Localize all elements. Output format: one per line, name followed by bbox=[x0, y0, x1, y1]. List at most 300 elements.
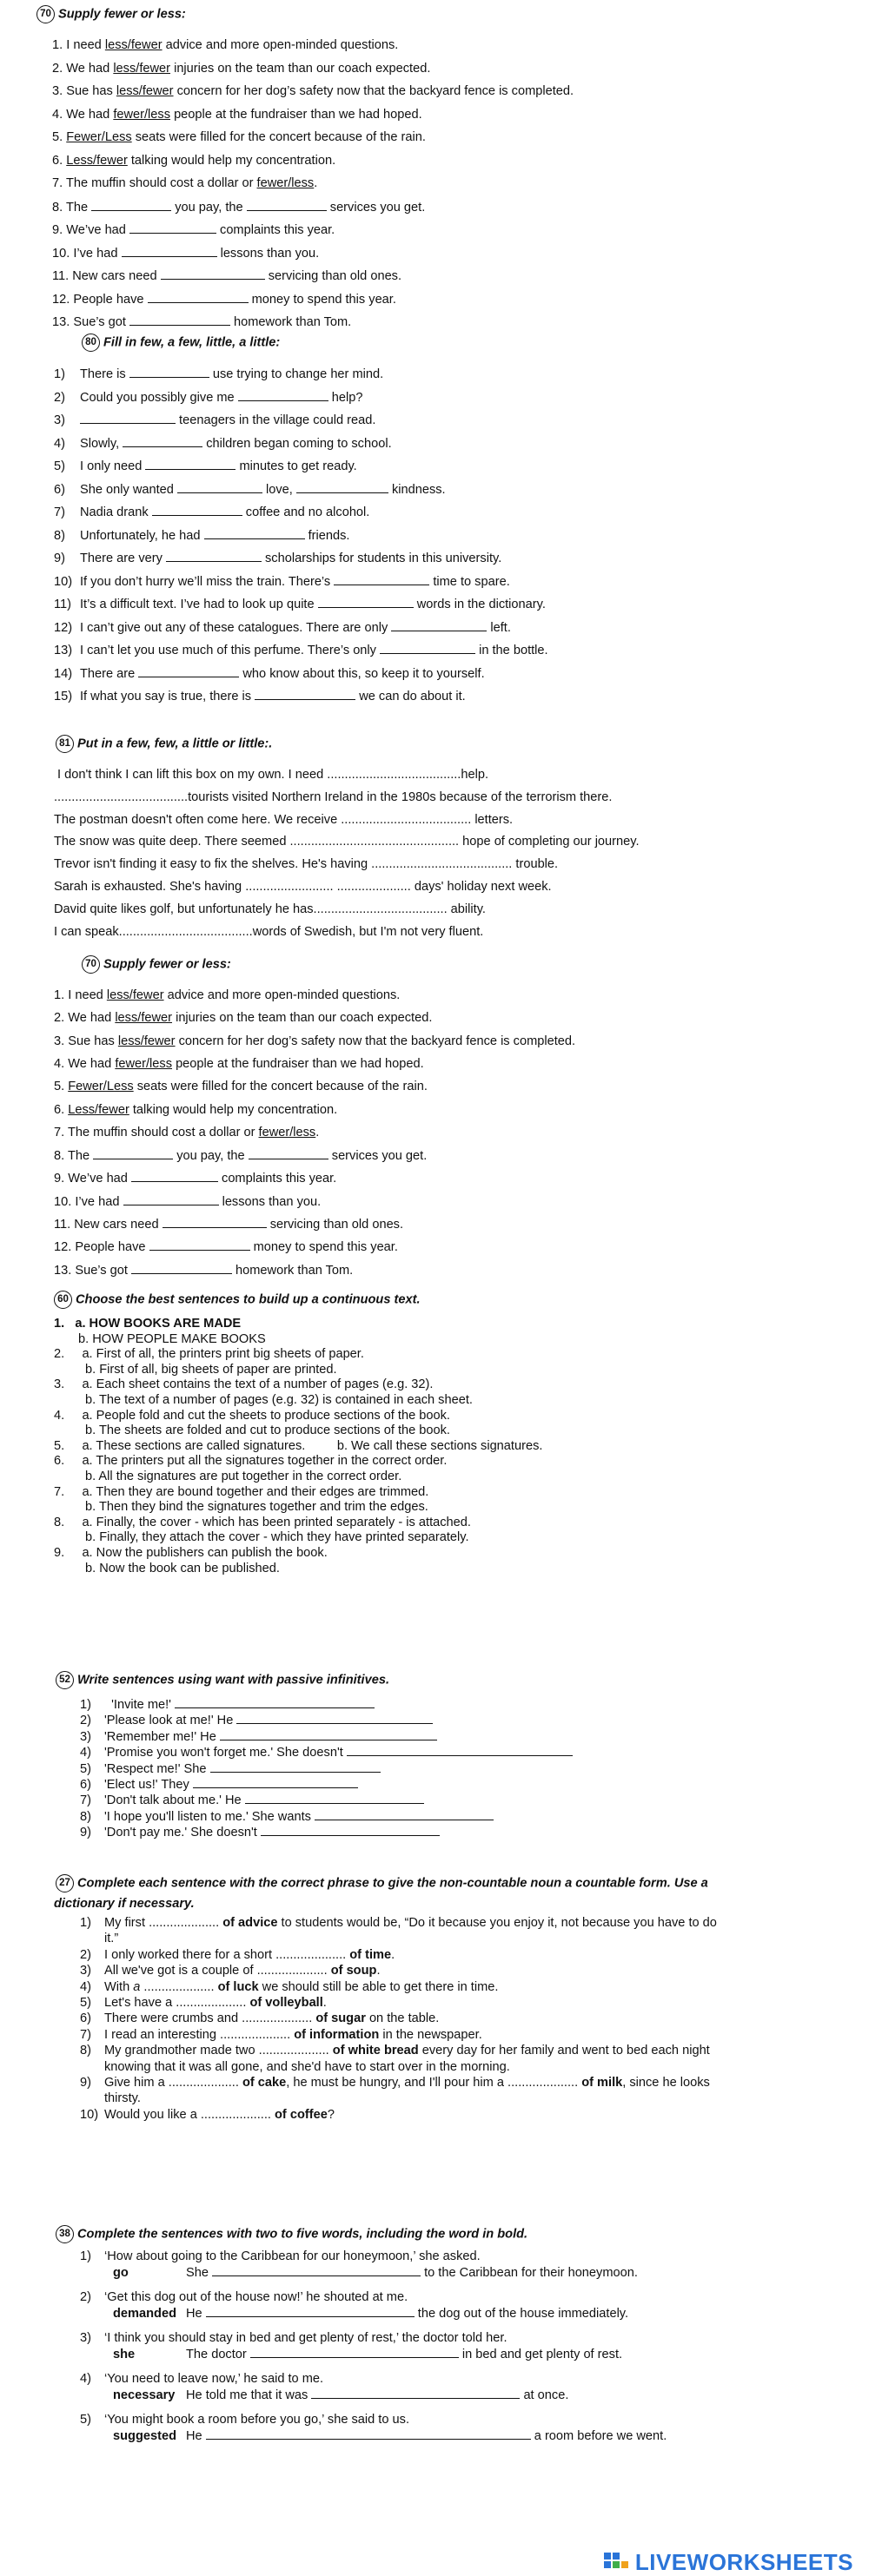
text-fragment: . bbox=[315, 1125, 320, 1139]
exercise-line bbox=[52, 108, 422, 122]
exercise-line bbox=[54, 367, 383, 382]
section-heading bbox=[54, 1291, 421, 1309]
text-fragment: 'Please look at me!' He bbox=[104, 1714, 237, 1728]
text-fragment: teenagers in the village could read. bbox=[176, 413, 376, 427]
exercise-line bbox=[54, 1239, 398, 1255]
text-fragment: Nadia drank bbox=[80, 505, 152, 519]
question-text: ‘Get this dog out of the house now!’ he shouted at me. bbox=[104, 2289, 408, 2304]
choice-option: fewer/less bbox=[256, 176, 315, 190]
section-heading bbox=[56, 1874, 708, 1892]
text-fragment: in the newspaper. bbox=[379, 2027, 482, 2042]
exercise-line: I can speak......................................words of Swedish, but I'm not very fluent. bbox=[54, 924, 484, 939]
answer-blank[interactable] bbox=[250, 2347, 459, 2358]
text-fragment: , he must be hungry, and I'll pour him a .................... bbox=[286, 2076, 582, 2090]
exercise-number-badge: 38 bbox=[56, 2225, 74, 2243]
text-fragment: 12. People have bbox=[54, 1240, 149, 1255]
exercise-line bbox=[80, 2011, 439, 2026]
bold-phrase: of luck bbox=[217, 1979, 259, 1994]
exercise-number-badge: 27 bbox=[56, 1874, 74, 1892]
choice-option: fewer/less bbox=[258, 1125, 316, 1139]
option-line: b. All the signatures are put together in the correct order. bbox=[85, 1470, 402, 1483]
answer-blank[interactable] bbox=[123, 1194, 219, 1205]
exercise-line bbox=[80, 1793, 424, 1808]
text-fragment: money to spend this year. bbox=[249, 1240, 398, 1255]
section-heading bbox=[56, 735, 272, 753]
exercise-line bbox=[54, 1171, 336, 1186]
exercise-line bbox=[80, 1996, 327, 2011]
exercise-line bbox=[52, 222, 335, 238]
exercise-line bbox=[52, 154, 335, 168]
text-fragment: . bbox=[314, 176, 318, 190]
answer-blank[interactable] bbox=[255, 689, 355, 700]
answer-blank[interactable] bbox=[129, 314, 230, 326]
exercise-line bbox=[52, 314, 351, 330]
choice-option: less/fewer bbox=[117, 1034, 176, 1048]
choice-option: less/fewer bbox=[106, 988, 164, 1002]
exercise-line bbox=[80, 1729, 437, 1745]
item-number: 8) bbox=[80, 2044, 91, 2058]
choice-option: fewer/less bbox=[113, 107, 171, 122]
text-fragment: services you get. bbox=[326, 200, 426, 215]
exercise-line bbox=[80, 1916, 717, 1931]
exercise-line bbox=[80, 1777, 358, 1793]
item-number: 8) bbox=[80, 1809, 91, 1824]
section-heading bbox=[82, 334, 280, 352]
exercise-number-badge: 70 bbox=[82, 955, 100, 974]
item-number: 9) bbox=[80, 1826, 91, 1840]
item-number: 1) bbox=[80, 2249, 91, 2263]
text-fragment: Would you like a .................... bbox=[104, 2107, 275, 2122]
choice-option: Less/fewer bbox=[66, 153, 128, 168]
exercise-line bbox=[80, 2028, 482, 2043]
exercise-line bbox=[54, 505, 369, 520]
exercise-line bbox=[54, 413, 375, 428]
choice-option: Fewer/Less bbox=[66, 130, 132, 144]
answer-blank[interactable] bbox=[206, 2306, 415, 2317]
item-number: 2) bbox=[54, 390, 65, 405]
choice-option: Fewer/Less bbox=[68, 1080, 134, 1094]
text-fragment: we should still be able to get there in time. bbox=[258, 1979, 499, 1994]
section-title: Complete the sentences with two to five words, including the word in bold. bbox=[77, 2227, 528, 2242]
exercise-line bbox=[54, 528, 349, 544]
answer-blank[interactable] bbox=[131, 1263, 232, 1274]
text-fragment: a room before we went. bbox=[530, 2429, 667, 2444]
text-fragment: in bed and get plenty of rest. bbox=[458, 2348, 623, 2362]
answer-blank[interactable] bbox=[129, 367, 209, 378]
answer-blank[interactable] bbox=[138, 666, 239, 677]
text-fragment: . bbox=[322, 1996, 327, 2010]
text-fragment: time to spare. bbox=[429, 574, 510, 589]
exercise-line bbox=[52, 130, 426, 145]
text-fragment: injuries on the team than our coach expected. bbox=[170, 61, 431, 76]
item-number: 3) bbox=[80, 1964, 91, 1978]
question-line bbox=[80, 2413, 409, 2427]
section-heading bbox=[56, 1671, 389, 1689]
exercise-line bbox=[80, 2060, 510, 2075]
item-number: 10) bbox=[54, 574, 73, 589]
section-title: Supply fewer or less: bbox=[58, 7, 186, 22]
choice-option: less/fewer bbox=[104, 38, 163, 52]
text-fragment: He bbox=[186, 2307, 206, 2322]
question-line bbox=[80, 2290, 408, 2305]
exercise-number-badge: 70 bbox=[36, 5, 55, 23]
exercise-line bbox=[80, 1697, 375, 1713]
text-fragment: 9. We’ve had bbox=[54, 1172, 131, 1186]
item-number: 4) bbox=[80, 1746, 91, 1760]
text-fragment: 10. I’ve had bbox=[52, 246, 122, 261]
bold-phrase: of coffee bbox=[275, 2107, 328, 2122]
exercise-line bbox=[80, 2108, 335, 2123]
item-number: 6) bbox=[80, 2011, 91, 2026]
answer-blank[interactable] bbox=[148, 292, 249, 303]
item-number: 5) bbox=[54, 459, 65, 473]
text-fragment: I read an interesting .................... bbox=[104, 2027, 295, 2042]
item-number: 7) bbox=[54, 505, 65, 519]
question-text: ‘You need to leave now,’ he said to me. bbox=[104, 2371, 324, 2386]
exercise-line bbox=[52, 200, 425, 215]
option-line: b. Now the book can be published. bbox=[85, 1561, 280, 1575]
exercise-line: The postman doesn't often come here. We receive ..................................... letters. bbox=[54, 812, 514, 827]
answer-blank[interactable] bbox=[123, 436, 202, 447]
exercise-line bbox=[54, 689, 466, 704]
text-fragment: complaints this year. bbox=[217, 1172, 337, 1186]
answer-blank[interactable] bbox=[163, 1217, 267, 1228]
text-fragment: left. bbox=[487, 620, 511, 635]
bold-phrase: of cake bbox=[242, 2076, 287, 2090]
text-fragment: talking would help my concentration. bbox=[127, 153, 336, 168]
answer-blank[interactable] bbox=[245, 1793, 424, 1804]
answer-blank[interactable] bbox=[247, 200, 327, 211]
exercise-line bbox=[52, 246, 319, 261]
text-fragment: complaints this year. bbox=[216, 223, 335, 237]
answer-blank[interactable] bbox=[149, 1239, 250, 1251]
choice-option: Less/fewer bbox=[68, 1102, 129, 1117]
text-fragment: 2. We had bbox=[52, 61, 114, 76]
item-number: 4) bbox=[54, 436, 65, 451]
text-fragment: at once. bbox=[520, 2388, 569, 2403]
section-title: Complete each sentence with the correct phrase to give the non-countable noun a countable form. Use a bbox=[77, 1876, 708, 1891]
text-fragment: . bbox=[391, 1947, 395, 1962]
answer-blank[interactable] bbox=[315, 1809, 494, 1820]
exercise-line bbox=[52, 62, 430, 76]
item-number: 7) bbox=[80, 2027, 91, 2042]
text-fragment: 9. We’ve had bbox=[52, 223, 129, 237]
text-fragment: 6. bbox=[54, 1102, 69, 1117]
answer-blank[interactable] bbox=[261, 1825, 440, 1836]
question-text: ‘I think you should stay in bed and get plenty of rest,’ the doctor told her. bbox=[104, 2330, 507, 2345]
item-number: 7) bbox=[80, 1793, 91, 1808]
exercise-line bbox=[54, 1103, 337, 1118]
answer-line bbox=[113, 2428, 667, 2444]
text-fragment: Could you possibly give me bbox=[80, 390, 238, 405]
answer-blank[interactable] bbox=[175, 1697, 375, 1708]
text-fragment: 5. bbox=[54, 1080, 69, 1094]
text-fragment: 1. I need bbox=[52, 38, 105, 52]
text-fragment: you pay, the bbox=[171, 200, 247, 215]
answer-blank[interactable] bbox=[238, 390, 328, 401]
item-number: 4) bbox=[80, 2371, 91, 2386]
text-fragment: 7. The muffin should cost a dollar or bbox=[54, 1125, 259, 1139]
exercise-line bbox=[54, 1217, 403, 1232]
text-fragment: services you get. bbox=[328, 1149, 428, 1164]
option-line: 2. a. First of all, the printers print big sheets of paper. bbox=[54, 1347, 364, 1362]
exercise-line bbox=[54, 1263, 353, 1278]
bold-phrase: of soup bbox=[330, 1964, 377, 1978]
text-fragment: friends. bbox=[304, 528, 350, 543]
text-fragment: children began coming to school. bbox=[202, 436, 392, 451]
answer-blank[interactable] bbox=[193, 1777, 358, 1788]
answer-blank[interactable] bbox=[122, 246, 217, 257]
answer-blank[interactable] bbox=[311, 2388, 520, 2399]
section-title: Write sentences using want with passive infinitives. bbox=[77, 1673, 389, 1688]
exercise-line bbox=[54, 1148, 427, 1164]
text-fragment: 3. Sue has bbox=[54, 1034, 118, 1048]
exercise-line bbox=[54, 597, 546, 612]
bold-phrase: of information bbox=[294, 2027, 380, 2042]
exercise-line bbox=[52, 176, 317, 191]
answer-blank[interactable] bbox=[80, 413, 176, 424]
text-fragment: concern for her dog’s safety now that the backyard fence is completed. bbox=[175, 1034, 576, 1048]
exercise-line bbox=[80, 1745, 573, 1760]
text-fragment: seats were filled for the concert because of the rain. bbox=[133, 1080, 428, 1094]
answer-line bbox=[113, 2265, 638, 2281]
text-fragment: scholarships for students in this university. bbox=[261, 552, 502, 565]
option-line: 3. a. Each sheet contains the text of a number of pages (e.g. 32). bbox=[54, 1377, 434, 1392]
text-fragment: Unfortunately, he had bbox=[80, 528, 204, 543]
text-fragment: 11. New cars need bbox=[52, 269, 161, 283]
text-fragment: 'Invite me!' bbox=[104, 1698, 175, 1712]
exercise-line: I don't think I can lift this box on my own. I need ......................................help. bbox=[54, 768, 489, 782]
text-fragment: the dog out of the house immediately. bbox=[414, 2307, 629, 2322]
option-line: 7. a. Then they are bound together and their edges are trimmed. bbox=[54, 1484, 429, 1499]
text-fragment: ? bbox=[327, 2107, 335, 2122]
item-number: 15) bbox=[54, 690, 73, 703]
bold-phrase: of white bread bbox=[332, 2044, 419, 2058]
answer-blank[interactable] bbox=[318, 597, 414, 608]
option-line: 4. a. People fold and cut the sheets to produce sections of the book. bbox=[54, 1408, 450, 1423]
text-fragment: people at the fundraiser than we had hoped. bbox=[170, 107, 422, 122]
text-fragment: coffee and no alcohol. bbox=[242, 505, 370, 519]
text-fragment: Let's have a .................... bbox=[104, 1996, 250, 2010]
text-fragment: With bbox=[104, 1979, 134, 1994]
text-fragment: talking would help my concentration. bbox=[129, 1102, 338, 1117]
item-number: 2) bbox=[80, 2289, 91, 2304]
text-fragment: 12. People have bbox=[52, 292, 148, 307]
option-line: 1. a. HOW BOOKS ARE MADE bbox=[54, 1317, 242, 1331]
text-fragment: .................... bbox=[140, 1979, 218, 1994]
answer-blank[interactable] bbox=[249, 1148, 328, 1159]
option-line: 6. a. The printers put all the signatures together in the correct order. bbox=[54, 1454, 448, 1469]
answer-blank[interactable] bbox=[220, 1729, 437, 1740]
key-word: necessary bbox=[113, 2388, 176, 2403]
item-number: 2) bbox=[80, 1714, 91, 1728]
exercise-line bbox=[54, 1126, 319, 1140]
exercise-line: David quite likes golf, but unfortunately he has...................................... ability. bbox=[54, 902, 486, 916]
text-fragment: 5. bbox=[52, 130, 67, 144]
text-fragment: love, bbox=[262, 482, 296, 497]
text-fragment: homework than Tom. bbox=[229, 315, 352, 329]
section-title-continued: dictionary if necessary. bbox=[54, 1897, 195, 1911]
answer-blank[interactable] bbox=[161, 268, 265, 280]
item-number: 13) bbox=[54, 644, 73, 657]
exercise-number-badge: 80 bbox=[82, 334, 100, 352]
answer-blank[interactable] bbox=[334, 574, 429, 585]
answer-blank[interactable] bbox=[152, 505, 242, 516]
answer-blank[interactable] bbox=[93, 1148, 173, 1159]
exercise-line bbox=[80, 1932, 118, 1946]
text-fragment: 'Don't talk about me.' He bbox=[104, 1793, 245, 1808]
item-number: 5) bbox=[80, 2412, 91, 2427]
text-fragment: money to spend this year. bbox=[248, 292, 396, 307]
text-fragment: use trying to change her mind. bbox=[209, 367, 384, 381]
text-fragment: it.” bbox=[104, 1932, 119, 1946]
bold-phrase: of advice bbox=[222, 1916, 278, 1930]
answer-blank[interactable] bbox=[91, 200, 171, 211]
answer-blank[interactable] bbox=[131, 1171, 218, 1182]
answer-blank[interactable] bbox=[380, 643, 475, 654]
text-fragment: 8. The bbox=[54, 1149, 94, 1164]
exercise-line bbox=[54, 1080, 428, 1094]
brand-name: LIVEWORKSHEETS bbox=[634, 2549, 853, 2575]
item-number: 6) bbox=[80, 1778, 91, 1792]
text-fragment: 13. Sue’s got bbox=[54, 1263, 131, 1278]
text-fragment: He bbox=[186, 2429, 206, 2444]
exercise-line bbox=[54, 1057, 424, 1072]
exercise-line: ......................................tourists visited Northern Ireland in the 1980s because of the terrorism there. bbox=[54, 789, 613, 804]
bold-phrase: of time bbox=[349, 1947, 392, 1962]
item-number: 8) bbox=[54, 528, 65, 543]
text-fragment: knowing that it was all gone, and she'd have to start over in the morning. bbox=[104, 2059, 510, 2074]
item-number: 2) bbox=[80, 1947, 91, 1962]
text-fragment: I can’t let you use much of this perfume. There’s only bbox=[80, 644, 381, 657]
option-line: 8. a. Finally, the cover - which has been printed separately - is attached. bbox=[54, 1515, 471, 1529]
exercise-line bbox=[54, 643, 548, 658]
question-text: ‘How about going to the Caribbean for our honeymoon,’ she asked. bbox=[104, 2249, 481, 2263]
exercise-line bbox=[54, 988, 400, 1003]
text-fragment: 10. I’ve had bbox=[54, 1194, 123, 1209]
text-fragment: The doctor bbox=[186, 2348, 250, 2362]
answer-blank[interactable] bbox=[166, 551, 262, 562]
text-fragment: 7. The muffin should cost a dollar or bbox=[52, 176, 257, 190]
text-fragment: seats were filled for the concert because of the rain. bbox=[131, 130, 426, 144]
text-fragment: homework than Tom. bbox=[231, 1263, 354, 1278]
key-word: suggested bbox=[113, 2429, 176, 2444]
text-fragment: She only wanted bbox=[80, 482, 177, 497]
option-line: b. HOW PEOPLE MAKE BOOKS bbox=[78, 1331, 266, 1346]
section-heading bbox=[82, 955, 231, 974]
text-fragment: 2. We had bbox=[54, 1011, 116, 1026]
exercise-line bbox=[52, 292, 396, 307]
answer-blank[interactable] bbox=[145, 459, 235, 470]
text-fragment: It’s a difficult text. I’ve had to look up quite bbox=[80, 598, 318, 611]
exercise-line bbox=[52, 38, 398, 53]
text-fragment: If you don’t hurry we’ll miss the train. There’s bbox=[80, 574, 335, 589]
item-number: 14) bbox=[54, 666, 73, 681]
text-fragment: 'I hope you'll listen to me.' She wants bbox=[104, 1809, 315, 1824]
text-fragment: lessons than you. bbox=[216, 246, 320, 261]
item-number: 5) bbox=[80, 1996, 91, 2010]
text-fragment: I only worked there for a short .................... bbox=[104, 1947, 350, 1962]
bold-phrase: of volleyball bbox=[249, 1996, 323, 2010]
section-title: Supply fewer or less: bbox=[103, 957, 231, 972]
answer-blank[interactable] bbox=[206, 2428, 531, 2440]
choice-option: less/fewer bbox=[113, 61, 171, 76]
option-line: 5. a. These sections are called signatures. b. We call these sections signatures. bbox=[54, 1438, 543, 1453]
text-fragment: thirsty. bbox=[104, 2091, 141, 2106]
liveworksheets-logo-icon bbox=[604, 2553, 630, 2573]
key-word: she bbox=[113, 2348, 136, 2362]
text-fragment: words in the dictionary. bbox=[413, 598, 546, 611]
text-fragment: servicing than old ones. bbox=[266, 1218, 404, 1232]
exercise-number-badge: 81 bbox=[56, 735, 74, 753]
text-fragment: My grandmother made two .................... bbox=[104, 2044, 333, 2058]
item-number: 3) bbox=[80, 2330, 91, 2345]
text-fragment: lessons than you. bbox=[218, 1194, 322, 1209]
exercise-line: Sarah is exhausted. She's having ......................... ..................... days' holiday next week. bbox=[54, 880, 552, 894]
text-fragment: 4. We had bbox=[54, 1056, 116, 1071]
option-line: b. Finally, they attach the cover - which they have printed separately. bbox=[85, 1530, 469, 1545]
item-number: 12) bbox=[54, 620, 73, 635]
text-fragment: servicing than old ones. bbox=[264, 269, 402, 283]
exercise-line bbox=[54, 436, 392, 452]
text-fragment: advice and more open-minded questions. bbox=[163, 988, 401, 1002]
text-fragment: 1. I need bbox=[54, 988, 107, 1002]
item-number: 5) bbox=[80, 1761, 91, 1776]
exercise-line: The snow was quite deep. There seemed ................................................ hope of completing our journey. bbox=[54, 835, 640, 849]
item-number: 9) bbox=[54, 552, 65, 565]
text-fragment: minutes to get ready. bbox=[235, 459, 357, 473]
exercise-number-badge: 60 bbox=[54, 1291, 72, 1309]
answer-blank[interactable] bbox=[347, 1745, 573, 1756]
italic-word: a bbox=[133, 1979, 141, 1994]
answer-blank[interactable] bbox=[391, 620, 487, 631]
text-fragment: who know about this, so keep it to yourself. bbox=[239, 666, 485, 681]
section-heading bbox=[36, 5, 186, 23]
section-title: Choose the best sentences to build up a continuous text. bbox=[76, 1292, 421, 1307]
text-fragment: There is bbox=[80, 367, 129, 381]
exercise-line bbox=[54, 666, 485, 682]
exercise-number-badge: 52 bbox=[56, 1671, 74, 1689]
text-fragment: we can do about it. bbox=[355, 690, 466, 703]
text-fragment: All we've got is a couple of .................... bbox=[104, 1964, 331, 1978]
question-line bbox=[80, 2331, 507, 2346]
text-fragment: in the bottle. bbox=[475, 644, 548, 657]
answer-blank[interactable] bbox=[204, 528, 305, 539]
exercise-line bbox=[54, 1011, 432, 1026]
text-fragment: people at the fundraiser than we had hoped. bbox=[172, 1056, 424, 1071]
item-number: 1) bbox=[80, 1916, 91, 1930]
answer-blank[interactable] bbox=[177, 482, 262, 493]
answer-line bbox=[113, 2306, 628, 2322]
question-text: ‘You might book a room before you go,’ she said to us. bbox=[104, 2412, 410, 2427]
option-line: 9. a. Now the publishers can publish the book. bbox=[54, 1546, 328, 1560]
exercise-line bbox=[54, 574, 510, 590]
answer-blank[interactable] bbox=[296, 482, 388, 493]
answer-blank[interactable] bbox=[210, 1761, 381, 1773]
exercise-line bbox=[52, 84, 574, 99]
answer-blank[interactable] bbox=[129, 222, 216, 234]
text-fragment: If what you say is true, there is bbox=[80, 690, 255, 703]
answer-blank[interactable] bbox=[236, 1713, 433, 1724]
option-line: b. The sheets are folded and cut to produce sections of the book. bbox=[85, 1423, 450, 1438]
text-fragment: concern for her dog’s safety now that the backyard fence is completed. bbox=[173, 84, 574, 98]
text-fragment: She bbox=[186, 2266, 213, 2281]
answer-blank[interactable] bbox=[212, 2265, 421, 2276]
item-number: 3) bbox=[80, 1729, 91, 1744]
exercise-line bbox=[54, 1194, 321, 1210]
item-number: 9) bbox=[80, 2076, 91, 2090]
exercise-line bbox=[80, 1713, 433, 1728]
